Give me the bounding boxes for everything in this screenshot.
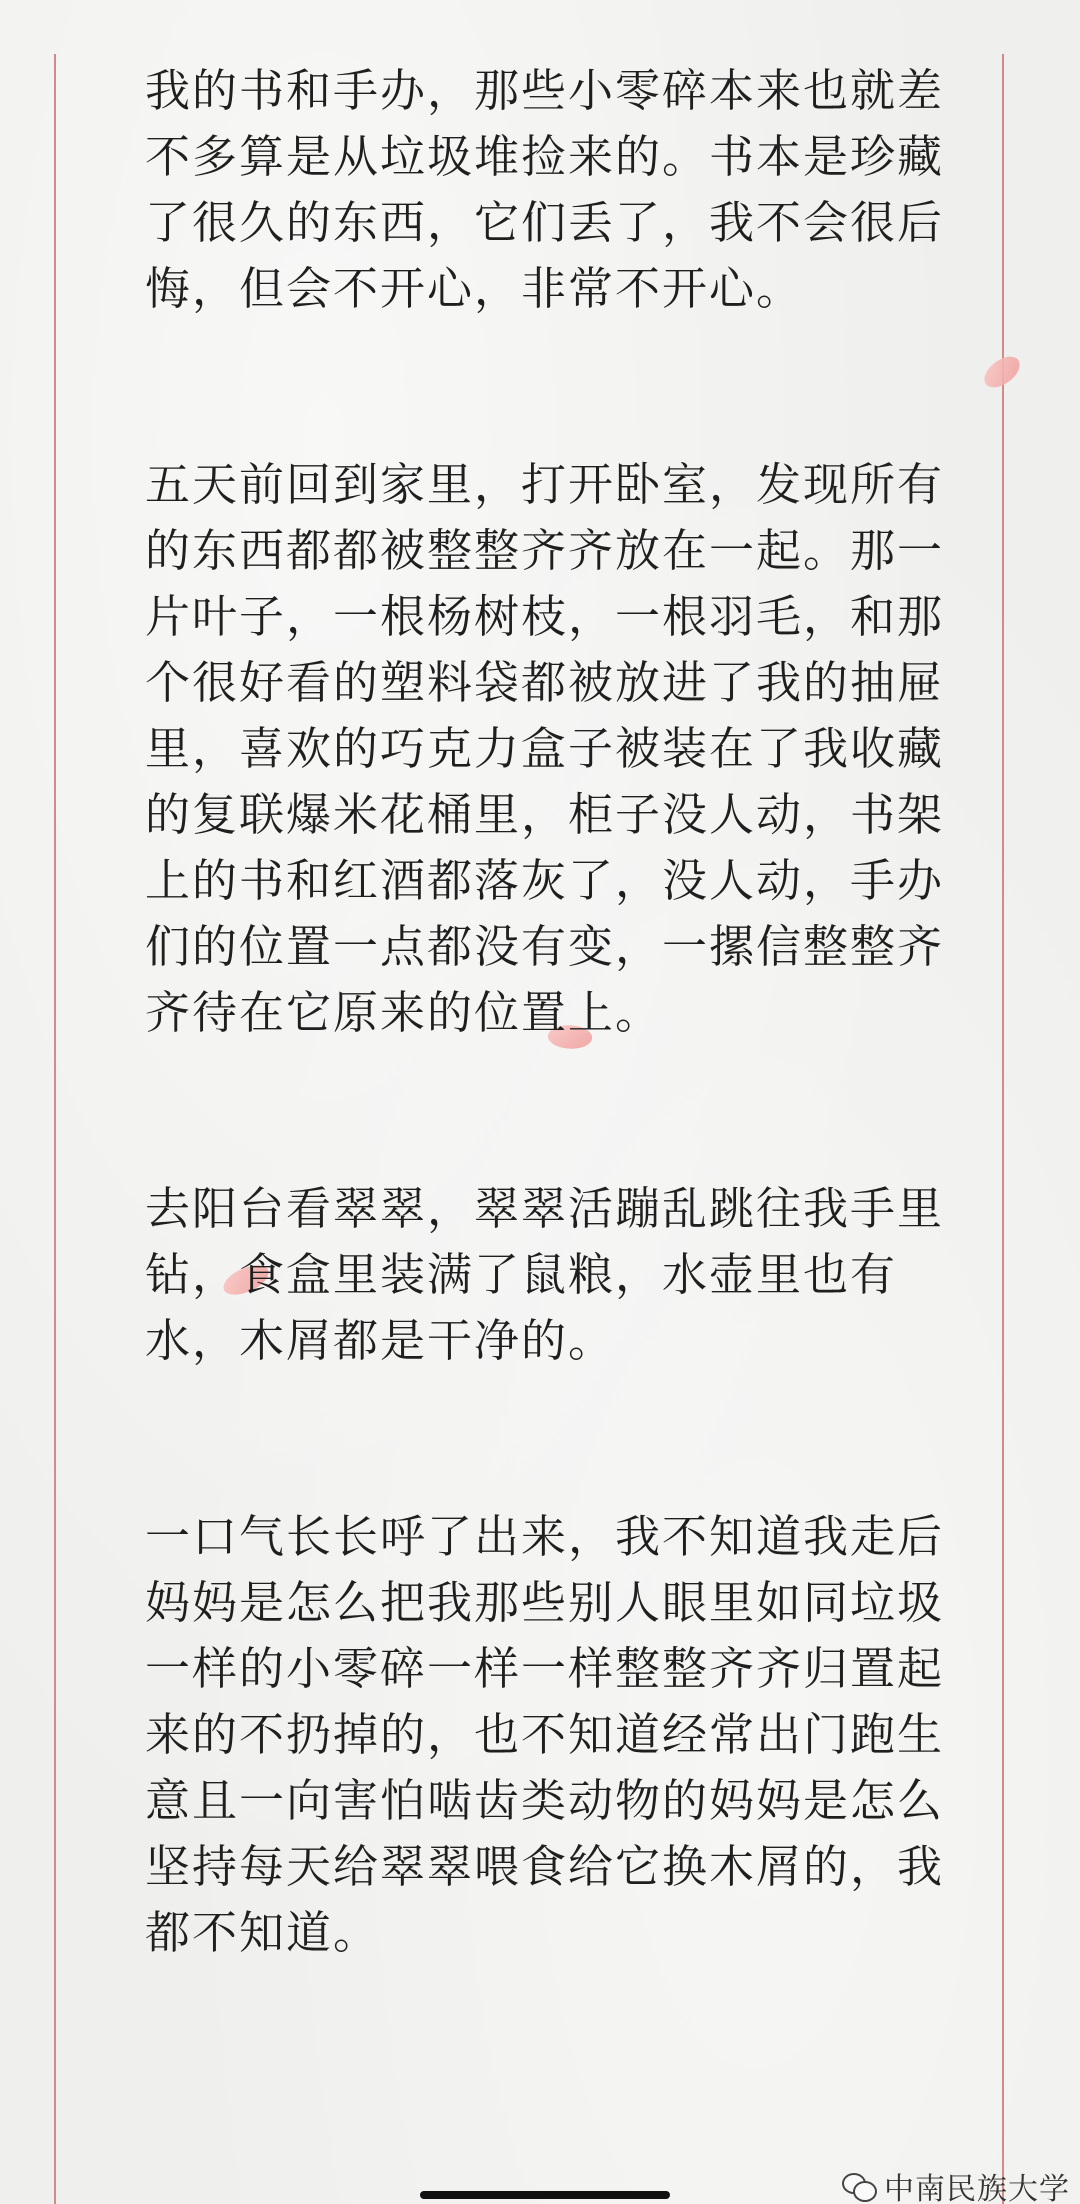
wechat-icon [842, 2171, 876, 2201]
watermark-text: 中南民族大学 [884, 2172, 1070, 2204]
left-border-line [54, 54, 56, 2204]
home-indicator[interactable] [420, 2191, 670, 2199]
account-watermark [842, 2164, 1070, 2204]
article-paragraph: 一口气长长呼了出来，我不知道我走后妈妈是怎么把我那些别人眼里如同垃圾一样的小零碎一样一样整整齐齐归置起来的不扔掉的，也不知道经常出门跑生意且一向害怕啮齿类动物的妈妈是怎么坚持每天给翠翠喂食给它换木屑的，我都不知道。 [145, 1510, 945, 1959]
article-paragraph: 去阳台看翠翠，翠翠活蹦乱跳往我手里钻，食盒里装满了鼠粮，水壶里也有水，木屑都是干净的。 [145, 1182, 945, 1367]
article-body [145, 58, 945, 2096]
article-paragraph: 五天前回到家里，打开卧室，发现所有的东西都都被整整齐齐放在一起。那一片叶子，一根杨树枝，一根羽毛，和那个很好看的塑料袋都被放进了我的抽屉里，喜欢的巧克力盒子被装在了我收藏的复联爆米花桶里，柜子没人动，书架上的书和红酒都落灰了，没人动，手办们的位置一点都没有变，一摞信整整齐齐待在它原来的位置上。 [145, 458, 945, 1039]
article-paragraph: 我的书和手办，那些小零碎本来也就差不多算是从垃圾堆捡来的。书本是珍藏了很久的东西，它们丢了，我不会很后悔，但会不开心，非常不开心。 [145, 64, 945, 315]
